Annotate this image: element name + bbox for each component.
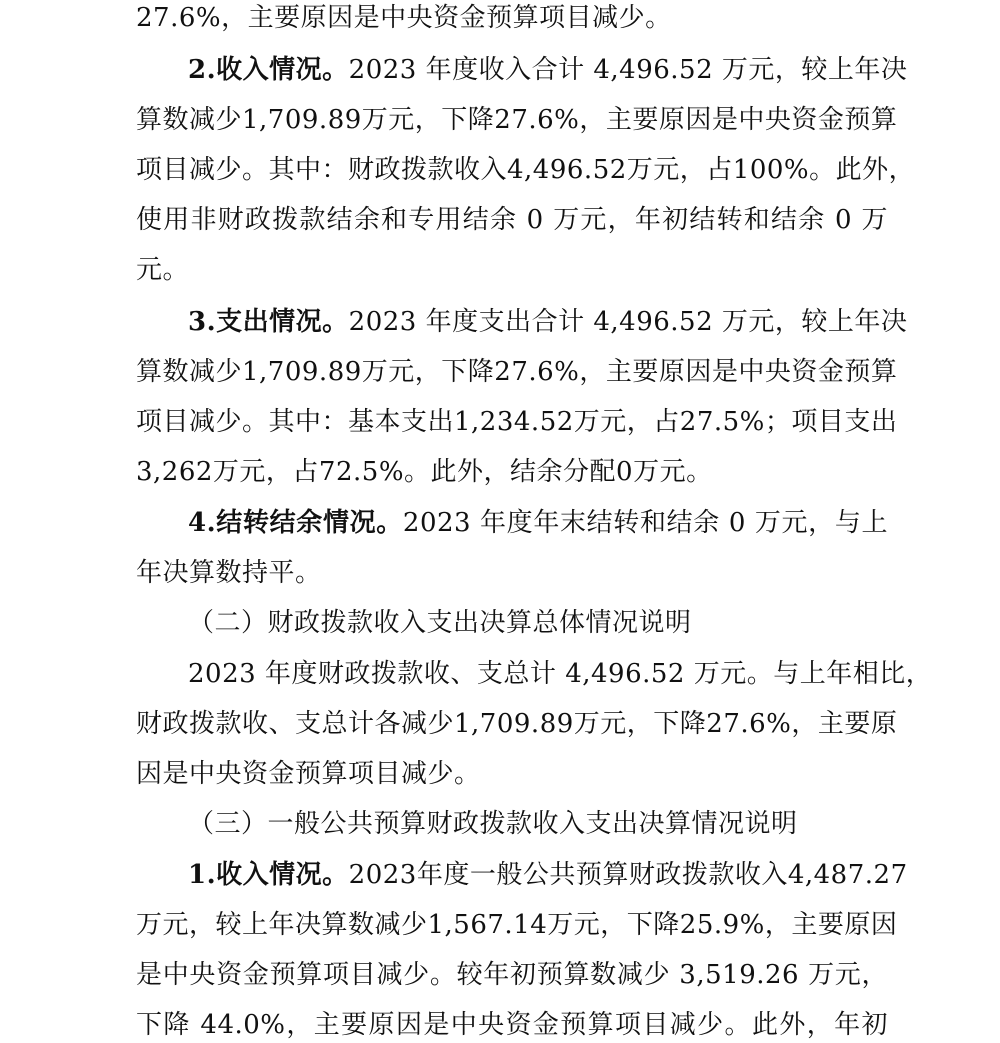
paragraph-expense-first-line: 3.支出情况。2023 年度支出合计 4,496.52 万元，较上年决 (188, 307, 908, 337)
text-line: 算数减少1,709.89万元，下降27.6%，主要原因是中央资金预算 (136, 105, 898, 135)
text-line: 下降 44.0%，主要原因是中央资金预算项目减少。此外，年初 (136, 1010, 888, 1040)
section-heading-2: （二）财政拨款收入支出决算总体情况说明 (188, 608, 692, 638)
text-line: 财政拨款收、支总计各减少1,709.89万元，下降27.6%，主要原 (136, 709, 898, 739)
text-line: 年决算数持平。 (136, 558, 322, 588)
paragraph-heading: 4.结转结余情况。 (188, 508, 403, 538)
text-line: 万元，较上年决算数减少1,567.14万元，下降25.9%，主要原因 (136, 910, 898, 940)
text-line: 27.6%，主要原因是中央资金预算项目减少。 (136, 3, 672, 33)
text-line: 元。 (136, 255, 190, 285)
text-line: 是中央资金预算项目减少。较年初预算数减少 3,519.26 万元， (136, 960, 888, 990)
text-line: 2023 年度财政拨款收、支总计 4,496.52 万元。与上年相比， (188, 659, 933, 689)
paragraph-heading: 2.收入情况。 (188, 55, 349, 85)
paragraph-carryover-first-line: 4.结转结余情况。2023 年度年末结转和结余 0 万元，与上 (188, 508, 888, 538)
paragraph-income-first-line: 2.收入情况。2023 年度收入合计 4,496.52 万元，较上年决 (188, 55, 908, 85)
text-line: 项目减少。其中：基本支出1,234.52万元，占27.5%；项目支出 (136, 407, 898, 437)
text-line: 算数减少1,709.89万元，下降27.6%，主要原因是中央资金预算 (136, 357, 898, 387)
section-heading-3: （三）一般公共预算财政拨款收入支出决算情况说明 (188, 809, 798, 839)
paragraph-gp-income-first-line: 1.收入情况。2023年度一般公共预算财政拨款收入4,487.27 (188, 860, 908, 890)
text-line: 3,262万元，占72.5%。此外，结余分配0万元。 (136, 457, 713, 487)
paragraph-heading: 1.收入情况。 (188, 860, 349, 890)
text-line: 项目减少。其中：财政拨款收入4,496.52万元，占100%。此外， (136, 155, 916, 185)
text-line: 使用非财政拨款结余和专用结余 0 万元，年初结转和结余 0 万 (136, 205, 888, 235)
paragraph-heading: 3.支出情况。 (188, 307, 349, 337)
text-line: 因是中央资金预算项目减少。 (136, 759, 481, 789)
